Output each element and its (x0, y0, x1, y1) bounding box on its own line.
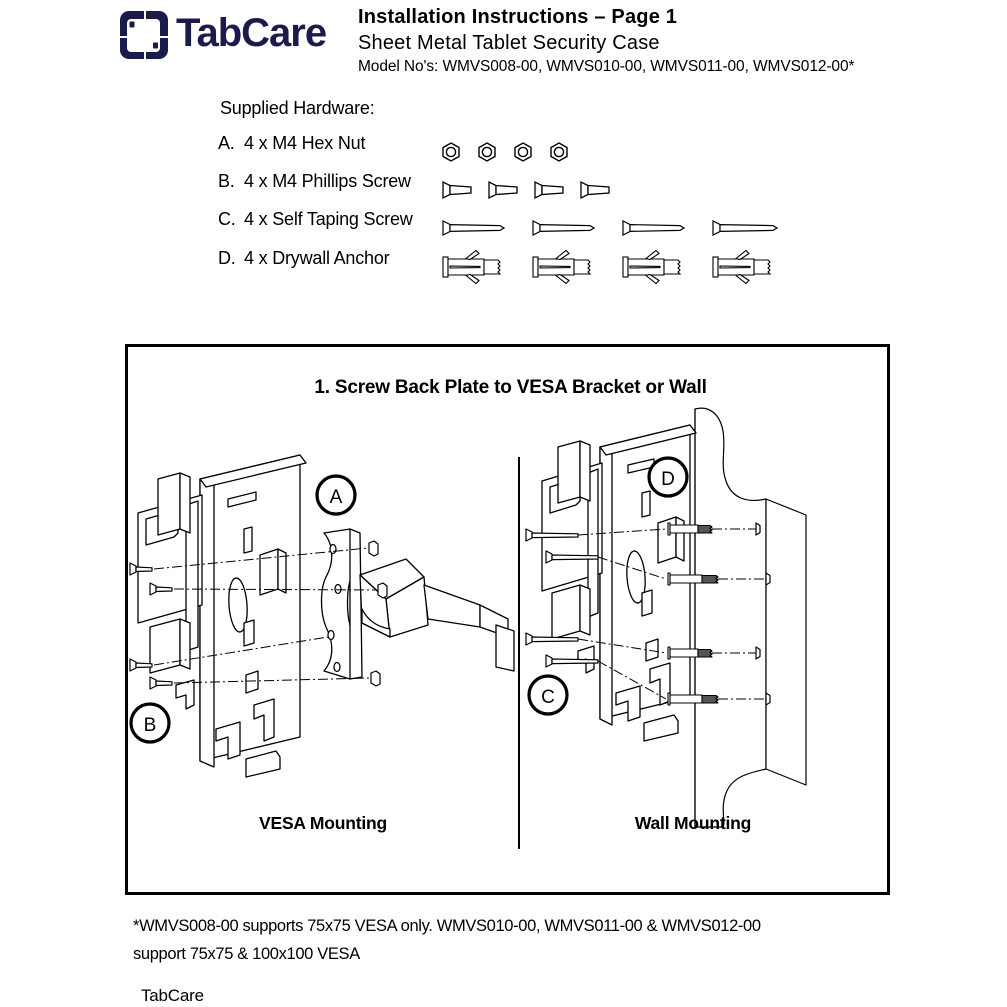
drywall-anchor-icon (440, 248, 510, 286)
phillips-screw-icon (532, 179, 568, 201)
hardware-label (218, 171, 411, 192)
phillips-screw-icon (578, 179, 614, 201)
document-header (0, 0, 1007, 80)
hardware-row-drywall-anchor (218, 248, 878, 286)
svg-text:C: C (541, 687, 555, 708)
hardware-row-phillips-screw (218, 171, 878, 209)
self-taping-screw-icon (440, 218, 510, 238)
hex-nut-icon (476, 141, 498, 163)
tabcare-bracket-logo-icon (118, 10, 170, 60)
hardware-key: D. (218, 248, 236, 268)
installation-diagram-box (125, 344, 890, 895)
title-block (358, 4, 998, 78)
document-title: Installation Instructions – Page 1 (358, 6, 678, 28)
vesa-support-footnote (133, 912, 923, 968)
hardware-row-self-taping-screw (218, 209, 878, 247)
svg-text:B: B (143, 715, 157, 736)
hardware-icon-group (440, 171, 614, 209)
hardware-text: 4 x Self Taping Screw (244, 209, 413, 229)
hardware-text: 4 x M4 Hex Nut (244, 133, 366, 153)
self-taping-screw-icon (710, 218, 780, 238)
self-taping-screw-icon (620, 218, 690, 238)
drywall-anchor-icon (710, 248, 780, 286)
hardware-icon-group (440, 209, 780, 247)
hardware-key: A. (218, 133, 235, 153)
hardware-key: B. (218, 171, 235, 191)
vesa-mounting-illustration (128, 437, 518, 817)
hardware-key: C. (218, 209, 236, 229)
hardware-icon-group (440, 133, 570, 171)
hardware-text: 4 x Drywall Anchor (244, 248, 390, 268)
document-subtitle: Sheet Metal Tablet Security Case (358, 32, 660, 54)
callout-a (317, 476, 355, 514)
wall-mounting-illustration (520, 397, 893, 827)
caption-vesa-mounting: VESA Mounting (259, 813, 387, 833)
hardware-label (218, 209, 413, 230)
step-title: 1. Screw Back Plate to VESA Bracket or Wall (314, 377, 707, 398)
callout-d (649, 458, 687, 496)
hardware-label (218, 248, 389, 269)
hardware-label (218, 133, 365, 154)
hex-nut-icon (548, 141, 570, 163)
hardware-text: 4 x M4 Phillips Screw (244, 171, 411, 191)
footnote-line-1: *WMVS008-00 supports 75x75 VESA only. WMVS010-00, WMVS011-00 & WMVS012-00 (133, 917, 761, 935)
caption-wall-mounting: Wall Mounting (634, 813, 752, 833)
self-taping-screw-icon (530, 218, 600, 238)
phillips-screw-icon (440, 179, 476, 201)
hardware-row-hex-nut (218, 133, 878, 171)
callout-c (529, 676, 567, 714)
hex-nut-icon (512, 141, 534, 163)
model-numbers: Model No's: WMVS008-00, WMVS010-00, WMVS011-00, WMVS012-00* (358, 58, 855, 75)
callout-b (131, 704, 169, 742)
drywall-anchor-icon (620, 248, 690, 286)
drywall-anchor-icon (530, 248, 600, 286)
svg-text:A: A (329, 487, 343, 508)
hex-nut-icon (440, 141, 462, 163)
footnote-line-2: support 75x75 & 100x100 VESA (133, 945, 360, 963)
svg-text:D: D (661, 469, 675, 490)
footer-brand: TabCare (141, 986, 204, 1005)
logo-wordmark: TabCare (176, 11, 327, 55)
supplied-hardware-heading: Supplied Hardware: (220, 98, 375, 118)
hardware-icon-group (440, 248, 780, 286)
phillips-screw-icon (486, 179, 522, 201)
